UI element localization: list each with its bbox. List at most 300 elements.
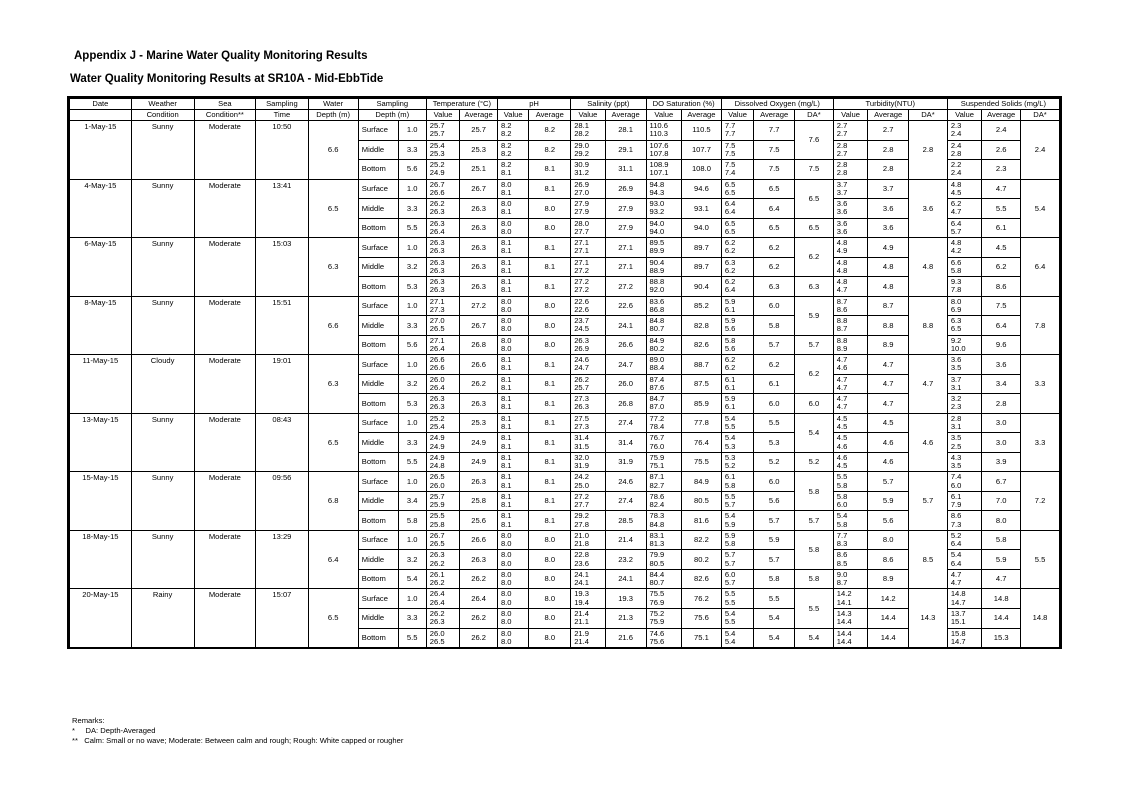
sampling-level: Bottom (358, 335, 398, 355)
salinity-average: 21.6 (605, 628, 646, 647)
header-sal-average: Average (605, 110, 646, 121)
suspended-solids-values (947, 218, 982, 238)
record-date: 1-May-15 (70, 121, 132, 180)
salinity-average: 27.1 (605, 257, 646, 277)
dissolved-oxygen-values-1: 5.9 (724, 530, 736, 540)
header-temperature: Temperature (°C) (426, 99, 497, 110)
do-saturation-values-2: 76.9 (649, 597, 665, 607)
remark-depth-averaged: * DA: Depth-Averaged (72, 726, 156, 736)
do-saturation-average: 82.8 (682, 316, 722, 336)
temperature-values-2: 26.3 (429, 285, 445, 295)
ph-average: 8.0 (529, 530, 571, 550)
ph-values (497, 218, 528, 238)
do-saturation-average: 82.2 (682, 530, 722, 550)
temperature-values-1: 26.0 (429, 628, 445, 638)
temperature-values-2: 25.9 (429, 500, 445, 510)
do-saturation-average: 76.2 (682, 589, 722, 609)
salinity-values-2: 26.9 (574, 343, 589, 353)
salinity-values-2: 28.2 (574, 129, 589, 139)
temperature-average: 26.6 (460, 530, 498, 550)
sampling-depth: 5.3 (398, 277, 426, 297)
dissolved-oxygen-values-2: 7.4 (724, 168, 736, 178)
temperature-values (426, 569, 459, 589)
sampling-depth: 5.4 (398, 569, 426, 589)
sampling-level: Surface (358, 296, 398, 316)
ph-values-1: 8.2 (500, 160, 512, 170)
dissolved-oxygen-values-2: 5.8 (724, 539, 736, 549)
sampling-level: Middle (358, 433, 398, 453)
ph-values-1: 8.1 (500, 491, 512, 501)
turbidity-values-2: 3.7 (836, 187, 848, 197)
salinity-average: 22.6 (605, 296, 646, 316)
record-weather: Sunny (131, 472, 194, 531)
suspended-solids-values (947, 257, 982, 277)
dissolved-oxygen-values (721, 491, 753, 511)
suspended-solids-values-2: 14.7 (950, 597, 966, 607)
suspended-solids-average: 6.1 (982, 218, 1021, 238)
record-date: 13-May-15 (70, 413, 132, 472)
salinity-values-2: 29.2 (574, 148, 589, 158)
record-weather: Rainy (131, 589, 194, 647)
salinity-average: 31.9 (605, 452, 646, 472)
salinity-average: 28.1 (605, 121, 646, 141)
record-group (70, 530, 1060, 589)
suspended-solids-average: 5.9 (982, 550, 1021, 570)
ph-values (497, 160, 528, 180)
record-weather: Sunny (131, 296, 194, 355)
do-saturation-values-1: 89.5 (649, 238, 665, 248)
remark-sea-condition: ** Calm: Small or no wave; Moderate: Between calm and rough; Rough: White capped or rougher (72, 736, 404, 746)
suspended-solids-values-1: 4.3 (950, 452, 962, 462)
record-water-depth: 6.3 (308, 355, 358, 414)
temperature-values-1: 27.1 (429, 335, 445, 345)
suspended-solids-values-2: 15.1 (950, 617, 966, 627)
turbidity-values-2: 4.9 (836, 246, 848, 256)
turbidity-values-1: 8.8 (836, 335, 848, 345)
temperature-values-1: 27.1 (429, 296, 445, 306)
ph-values (497, 530, 528, 550)
dissolved-oxygen-average: 5.4 (754, 608, 795, 628)
turbidity-values-2: 14.4 (836, 617, 852, 627)
sampling-level: Middle (358, 608, 398, 628)
suspended-solids-average: 14.8 (982, 589, 1021, 609)
suspended-solids-values (947, 374, 982, 394)
dissolved-oxygen-values (721, 238, 753, 258)
suspended-solids-average: 2.3 (982, 160, 1021, 180)
sampling-depth: 5.8 (398, 511, 426, 531)
dissolved-oxygen-da: 6.5 (795, 179, 834, 218)
do-saturation-values-2: 92.0 (649, 285, 665, 295)
suspended-solids-average: 15.3 (982, 628, 1021, 647)
ph-values-1: 8.0 (500, 316, 512, 326)
dissolved-oxygen-values-1: 5.4 (724, 511, 736, 521)
header-temp-average: Average (460, 110, 498, 121)
dissolved-oxygen-values-1: 5.4 (724, 433, 736, 443)
ph-values (497, 589, 528, 609)
temperature-average: 26.2 (460, 608, 498, 628)
temperature-values-2: 26.0 (429, 480, 445, 490)
record-water-depth: 6.6 (308, 296, 358, 355)
turbidity-average: 5.7 (868, 472, 909, 492)
record-group (70, 413, 1060, 472)
do-saturation-values-2: 78.4 (649, 421, 665, 431)
ph-average: 8.0 (529, 316, 571, 336)
temperature-average: 26.3 (460, 394, 498, 414)
table-row-surface (70, 179, 1060, 199)
suspended-solids-average: 2.4 (982, 121, 1021, 141)
dissolved-oxygen-values-1: 5.7 (724, 550, 736, 560)
dissolved-oxygen-average: 6.0 (754, 296, 795, 316)
suspended-solids-average: 6.4 (982, 316, 1021, 336)
turbidity-values-2: 14.1 (836, 597, 852, 607)
dissolved-oxygen-average: 7.5 (754, 160, 795, 180)
dissolved-oxygen-values-2: 5.7 (724, 500, 736, 510)
suspended-solids-values-1: 14.8 (950, 589, 966, 599)
dissolved-oxygen-values-2: 6.5 (724, 187, 736, 197)
salinity-average: 24.7 (605, 355, 646, 375)
temperature-values (426, 452, 459, 472)
do-saturation-values-1: 107.6 (649, 140, 669, 150)
suspended-solids-values-2: 7.3 (950, 519, 962, 529)
suspended-solids-average: 2.8 (982, 394, 1021, 414)
dissolved-oxygen-average: 7.7 (754, 121, 795, 141)
dissolved-oxygen-values (721, 160, 753, 180)
dissolved-oxygen-average: 6.2 (754, 238, 795, 258)
do-saturation-values (646, 296, 682, 316)
temperature-values (426, 121, 459, 141)
salinity-average: 26.0 (605, 374, 646, 394)
ph-values (497, 511, 528, 531)
temperature-values-2: 25.4 (429, 421, 445, 431)
sampling-level: Middle (358, 199, 398, 219)
ph-values (497, 140, 528, 160)
dissolved-oxygen-average: 6.2 (754, 257, 795, 277)
record-sampling-time: 13:29 (256, 530, 308, 589)
salinity-values-1: 27.9 (574, 199, 589, 209)
suspended-solids-da: 14.8 (1021, 589, 1060, 647)
salinity-average: 26.8 (605, 394, 646, 414)
temperature-values-1: 26.5 (429, 472, 445, 482)
suspended-solids-values (947, 433, 982, 453)
temperature-values-1: 26.2 (429, 609, 445, 619)
results-table (69, 98, 1060, 647)
turbidity-values (833, 179, 868, 199)
suspended-solids-values-2: 4.2 (950, 246, 962, 256)
salinity-average: 24.1 (605, 316, 646, 336)
temperature-average: 26.2 (460, 628, 498, 647)
sampling-depth: 1.0 (398, 530, 426, 550)
suspended-solids-values (947, 530, 982, 550)
do-saturation-values-1: 87.4 (649, 374, 665, 384)
salinity-values-2: 27.0 (574, 187, 589, 197)
dissolved-oxygen-values (721, 335, 753, 355)
salinity-values-1: 22.8 (574, 550, 589, 560)
ph-average: 8.1 (529, 257, 571, 277)
do-saturation-values-2: 75.9 (649, 617, 665, 627)
ph-values (497, 452, 528, 472)
sampling-depth: 3.2 (398, 550, 426, 570)
dissolved-oxygen-values-1: 5.9 (724, 394, 736, 404)
do-saturation-values-2: 76.0 (649, 441, 665, 451)
salinity-average: 26.6 (605, 335, 646, 355)
ph-values-1: 8.1 (500, 413, 512, 423)
turbidity-values-1: 5.4 (836, 511, 848, 521)
dissolved-oxygen-average: 5.4 (754, 628, 795, 647)
temperature-average: 25.3 (460, 413, 498, 433)
record-date: 15-May-15 (70, 472, 132, 531)
record-water-depth: 6.6 (308, 121, 358, 180)
header-sea: Sea (194, 99, 256, 110)
temperature-average: 25.7 (460, 121, 498, 141)
dissolved-oxygen-values-1: 5.5 (724, 491, 736, 501)
salinity-values (571, 257, 606, 277)
turbidity-average: 8.0 (868, 530, 909, 550)
ph-values-2: 8.0 (500, 636, 512, 646)
dissolved-oxygen-average: 6.0 (754, 394, 795, 414)
temperature-values (426, 296, 459, 316)
turbidity-values-1: 4.7 (836, 374, 848, 384)
turbidity-average: 4.9 (868, 238, 909, 258)
ph-values-2: 8.1 (500, 480, 512, 490)
suspended-solids-values-2: 5.7 (950, 226, 962, 236)
salinity-values-1: 24.1 (574, 569, 589, 579)
suspended-solids-values-1: 9.2 (950, 335, 962, 345)
do-saturation-values-2: 80.2 (649, 343, 665, 353)
ph-values (497, 296, 528, 316)
header-sal-value: Value (571, 110, 606, 121)
table-header (70, 99, 1060, 121)
ph-values-1: 8.0 (500, 550, 512, 560)
dissolved-oxygen-average: 5.5 (754, 589, 795, 609)
suspended-solids-values-1: 2.4 (950, 140, 962, 150)
ph-values (497, 433, 528, 453)
do-saturation-average: 77.8 (682, 413, 722, 433)
suspended-solids-average: 14.4 (982, 608, 1021, 628)
suspended-solids-values-1: 2.3 (950, 121, 962, 131)
dissolved-oxygen-values-2: 6.1 (724, 304, 736, 314)
salinity-values-1: 21.0 (574, 530, 589, 540)
suspended-solids-da: 3.3 (1021, 355, 1060, 414)
suspended-solids-values (947, 628, 982, 647)
turbidity-values-1: 2.7 (836, 121, 848, 131)
temperature-values (426, 550, 459, 570)
sampling-depth: 1.0 (398, 238, 426, 258)
do-saturation-values-2: 80.5 (649, 558, 665, 568)
salinity-values (571, 530, 606, 550)
ph-average: 8.1 (529, 433, 571, 453)
sampling-level: Middle (358, 550, 398, 570)
salinity-values (571, 296, 606, 316)
turbidity-average: 4.7 (868, 374, 909, 394)
turbidity-average: 3.7 (868, 179, 909, 199)
turbidity-values-1: 3.6 (836, 199, 848, 209)
dissolved-oxygen-values-1: 7.5 (724, 160, 736, 170)
do-saturation-values-2: 110.3 (649, 129, 668, 139)
turbidity-da: 4.7 (909, 355, 948, 414)
temperature-values-1: 25.7 (429, 491, 445, 501)
record-sea-condition: Moderate (194, 296, 256, 355)
salinity-values (571, 355, 606, 375)
ph-values-2: 8.1 (500, 363, 512, 373)
record-date: 20-May-15 (70, 589, 132, 647)
do-saturation-values-1: 90.4 (649, 257, 665, 267)
record-sea-condition: Moderate (194, 238, 256, 297)
salinity-values-1: 26.3 (574, 335, 589, 345)
do-saturation-values (646, 413, 682, 433)
do-saturation-values-1: 74.6 (649, 628, 665, 638)
suspended-solids-values-1: 8.6 (950, 511, 962, 521)
salinity-average: 27.4 (605, 413, 646, 433)
turbidity-average: 4.5 (868, 413, 909, 433)
record-group (70, 355, 1060, 414)
temperature-values-1: 26.1 (429, 569, 445, 579)
ph-values-2: 8.1 (500, 402, 512, 412)
dissolved-oxygen-values-2: 5.6 (724, 343, 736, 353)
suspended-solids-values-2: 2.4 (950, 129, 962, 139)
dissolved-oxygen-values (721, 277, 753, 297)
record-sampling-time: 10:50 (256, 121, 308, 180)
dissolved-oxygen-values-1: 6.1 (724, 374, 736, 384)
turbidity-values-1: 4.6 (836, 452, 848, 462)
do-saturation-average: 81.6 (682, 511, 722, 531)
record-group (70, 472, 1060, 531)
dissolved-oxygen-values-1: 6.3 (724, 257, 736, 267)
dissolved-oxygen-values-1: 5.4 (724, 609, 736, 619)
do-saturation-values-1: 87.1 (649, 472, 665, 482)
do-saturation-values-2: 94.3 (649, 187, 665, 197)
ph-values-1: 8.2 (500, 121, 512, 131)
header-do-saturation: DO Saturation (%) (646, 99, 721, 110)
do-saturation-values (646, 608, 682, 628)
sampling-depth: 5.5 (398, 452, 426, 472)
header-do-average: Average (754, 110, 795, 121)
dissolved-oxygen-average: 5.7 (754, 335, 795, 355)
turbidity-values-1: 3.7 (836, 179, 848, 189)
turbidity-values (833, 394, 868, 414)
ph-values (497, 472, 528, 492)
do-saturation-values-1: 84.7 (649, 394, 665, 404)
do-saturation-values (646, 394, 682, 414)
record-sea-condition: Moderate (194, 530, 256, 589)
do-saturation-values-1: 75.2 (649, 609, 665, 619)
suspended-solids-values-2: 6.9 (950, 304, 962, 314)
temperature-values-2: 26.3 (429, 207, 445, 217)
turbidity-values (833, 569, 868, 589)
temperature-values-2: 26.3 (429, 246, 445, 256)
do-saturation-values-1: 79.9 (649, 550, 665, 560)
turbidity-values-2: 5.8 (836, 480, 848, 490)
do-saturation-values-1: 78.3 (649, 511, 665, 521)
salinity-values-2: 22.6 (574, 304, 589, 314)
turbidity-values (833, 491, 868, 511)
turbidity-values (833, 511, 868, 531)
ph-values-2: 8.1 (500, 382, 512, 392)
temperature-average: 26.7 (460, 316, 498, 336)
ph-values-2: 8.0 (500, 226, 512, 236)
header-turb-da: DA* (909, 110, 948, 121)
turbidity-values-2: 4.7 (836, 285, 848, 295)
sampling-level: Bottom (358, 511, 398, 531)
salinity-values-1: 21.9 (574, 628, 589, 638)
salinity-values-2: 27.8 (574, 519, 589, 529)
record-sea-condition: Moderate (194, 472, 256, 531)
sampling-level: Surface (358, 179, 398, 199)
turbidity-values-2: 3.6 (836, 207, 848, 217)
suspended-solids-values-1: 6.4 (950, 218, 962, 228)
dissolved-oxygen-da: 5.9 (795, 296, 834, 335)
record-sea-condition: Moderate (194, 413, 256, 472)
temperature-values-1: 26.7 (429, 179, 445, 189)
do-saturation-average: 75.6 (682, 608, 722, 628)
temperature-values (426, 218, 459, 238)
temperature-values (426, 355, 459, 375)
ph-values-2: 8.0 (500, 597, 512, 607)
do-saturation-values-1: 76.7 (649, 433, 665, 443)
salinity-values-1: 19.3 (574, 589, 589, 599)
salinity-values-1: 32.0 (574, 452, 589, 462)
do-saturation-values-2: 87.0 (649, 402, 665, 412)
record-sampling-time: 09:56 (256, 472, 308, 531)
temperature-average: 25.1 (460, 160, 498, 180)
ph-values-1: 8.0 (500, 530, 512, 540)
ph-average: 8.0 (529, 550, 571, 570)
dissolved-oxygen-da-bottom: 5.8 (795, 569, 834, 589)
turbidity-average: 4.8 (868, 257, 909, 277)
dissolved-oxygen-values-2: 5.6 (724, 324, 736, 334)
temperature-values (426, 608, 459, 628)
ph-values-2: 8.0 (500, 304, 512, 314)
turbidity-values-1: 3.6 (836, 218, 848, 228)
turbidity-values (833, 121, 868, 141)
table-row-surface (70, 472, 1060, 492)
temperature-values-2: 25.8 (429, 519, 445, 529)
salinity-values-2: 27.7 (574, 500, 589, 510)
turbidity-values-1: 14.4 (836, 628, 852, 638)
salinity-average: 27.9 (605, 199, 646, 219)
suspended-solids-average: 6.7 (982, 472, 1021, 492)
suspended-solids-values-2: 2.5 (950, 441, 962, 451)
record-sea-condition: Moderate (194, 121, 256, 180)
suspended-solids-values-2: 5.8 (950, 265, 962, 275)
suspended-solids-values-1: 3.5 (950, 433, 962, 443)
temperature-values (426, 628, 459, 647)
ph-values-1: 8.1 (500, 277, 512, 287)
ph-values-2: 8.1 (500, 500, 512, 510)
sampling-level: Surface (358, 121, 398, 141)
dissolved-oxygen-values-2: 6.1 (724, 402, 736, 412)
dissolved-oxygen-values (721, 569, 753, 589)
salinity-values-2: 25.7 (574, 382, 589, 392)
do-saturation-values (646, 550, 682, 570)
suspended-solids-values (947, 472, 982, 492)
turbidity-values (833, 140, 868, 160)
ph-average: 8.1 (529, 355, 571, 375)
remarks (72, 716, 403, 746)
dissolved-oxygen-values-2: 5.3 (724, 441, 736, 451)
do-saturation-values-2: 86.8 (649, 304, 665, 314)
dissolved-oxygen-average: 5.9 (754, 530, 795, 550)
salinity-average: 28.5 (605, 511, 646, 531)
ph-values-1: 8.1 (500, 374, 512, 384)
dissolved-oxygen-values-1: 6.0 (724, 569, 736, 579)
header-turb-value: Value (833, 110, 868, 121)
dissolved-oxygen-values (721, 374, 753, 394)
do-saturation-values (646, 511, 682, 531)
temperature-values-1: 25.2 (429, 160, 445, 170)
do-saturation-values-1: 75.9 (649, 452, 665, 462)
sampling-depth: 3.3 (398, 433, 426, 453)
sampling-depth: 5.6 (398, 160, 426, 180)
